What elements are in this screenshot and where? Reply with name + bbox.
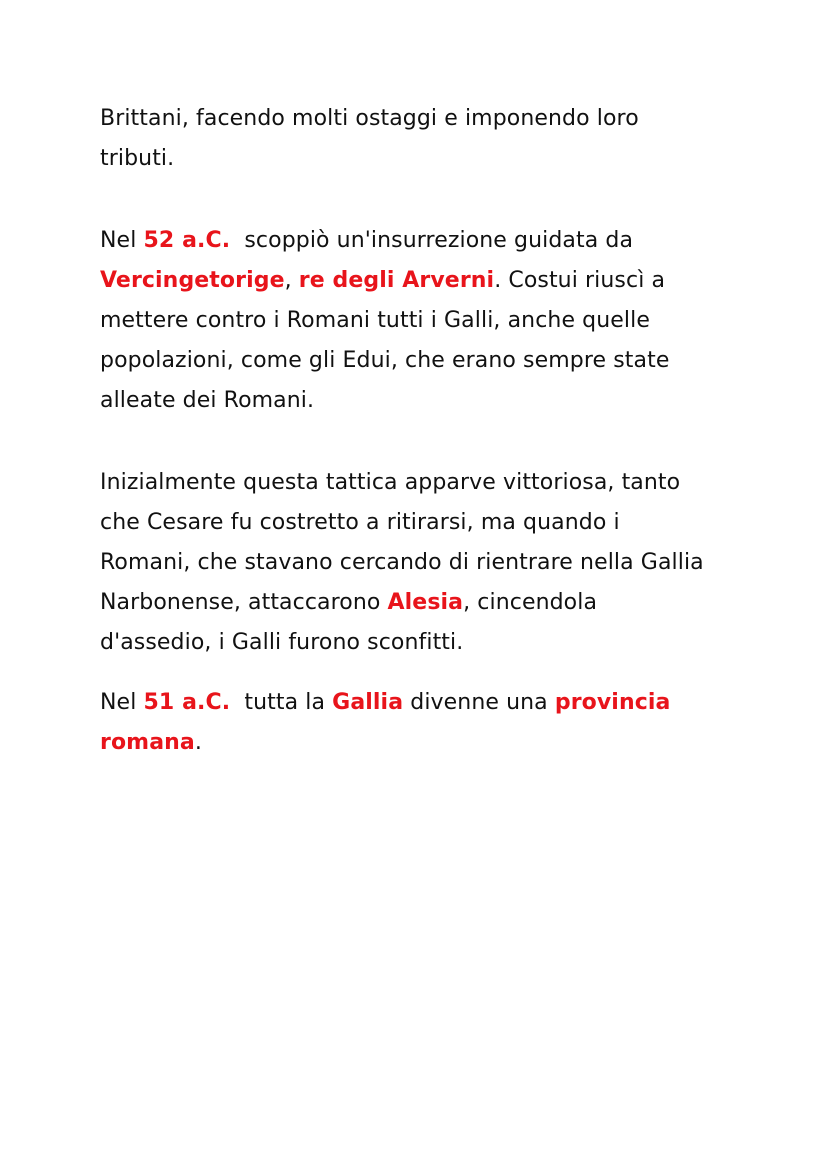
text-segment: divenne una: [403, 690, 555, 715]
text-line: [100, 723, 760, 763]
text-line: [100, 261, 760, 301]
text-line: [100, 503, 760, 543]
text-segment: Romani, che stavano cercando di rientrare nella Gallia: [100, 550, 704, 575]
highlighted-term: 52 a.C.: [143, 228, 231, 253]
text-segment: che Cesare fu costretto a ritirarsi, ma quando i: [100, 510, 620, 535]
highlighted-term: re degli Arverni: [298, 268, 495, 293]
text-line: [100, 139, 760, 179]
text-line: [100, 381, 760, 421]
text-line: [100, 341, 760, 381]
text-segment: popolazioni, come gli Edui, che erano sempre state: [100, 348, 670, 373]
highlighted-term: Vercingetorige: [100, 268, 285, 293]
text-segment: Narbonense, attaccarono: [100, 590, 388, 615]
highlighted-term: 51 a.C.: [143, 690, 231, 715]
text-segment: Brittani, facendo molti ostaggi e imponendo loro: [100, 106, 639, 131]
text-segment: , cincendola: [463, 590, 598, 615]
text-segment: tributi.: [100, 146, 175, 171]
paragraph-3: [100, 463, 760, 663]
highlighted-term: Gallia: [332, 690, 404, 715]
text-line: [100, 463, 760, 503]
text-line: [100, 623, 760, 663]
text-segment: ,: [284, 268, 299, 293]
text-line: [100, 543, 760, 583]
text-segment: d'assedio, i Galli furono sconfitti.: [100, 630, 464, 655]
text-line: [100, 583, 760, 623]
text-segment: . Costui riuscì a: [494, 268, 666, 293]
paragraph-4: [100, 683, 760, 763]
text-segment: Nel: [100, 690, 144, 715]
text-line: [100, 99, 760, 139]
paragraph-1: [100, 99, 760, 179]
text-segment: .: [194, 730, 202, 755]
text-line: [100, 221, 760, 261]
text-segment: Nel: [100, 228, 144, 253]
highlighted-term: provincia: [554, 690, 671, 715]
text-segment: mettere contro i Romani tutti i Galli, anche quelle: [100, 308, 650, 333]
text-segment: tutta la: [230, 690, 333, 715]
paragraph-2: [100, 221, 760, 421]
highlighted-term: Alesia: [387, 590, 464, 615]
highlighted-term: romana: [100, 730, 195, 755]
text-line: [100, 683, 760, 723]
text-segment: Inizialmente questa tattica apparve vittoriosa, tanto: [100, 470, 681, 495]
text-segment: alleate dei Romani.: [100, 388, 315, 413]
text-line: [100, 301, 760, 341]
text-segment: scoppiò un'insurrezione guidata da: [230, 228, 634, 253]
